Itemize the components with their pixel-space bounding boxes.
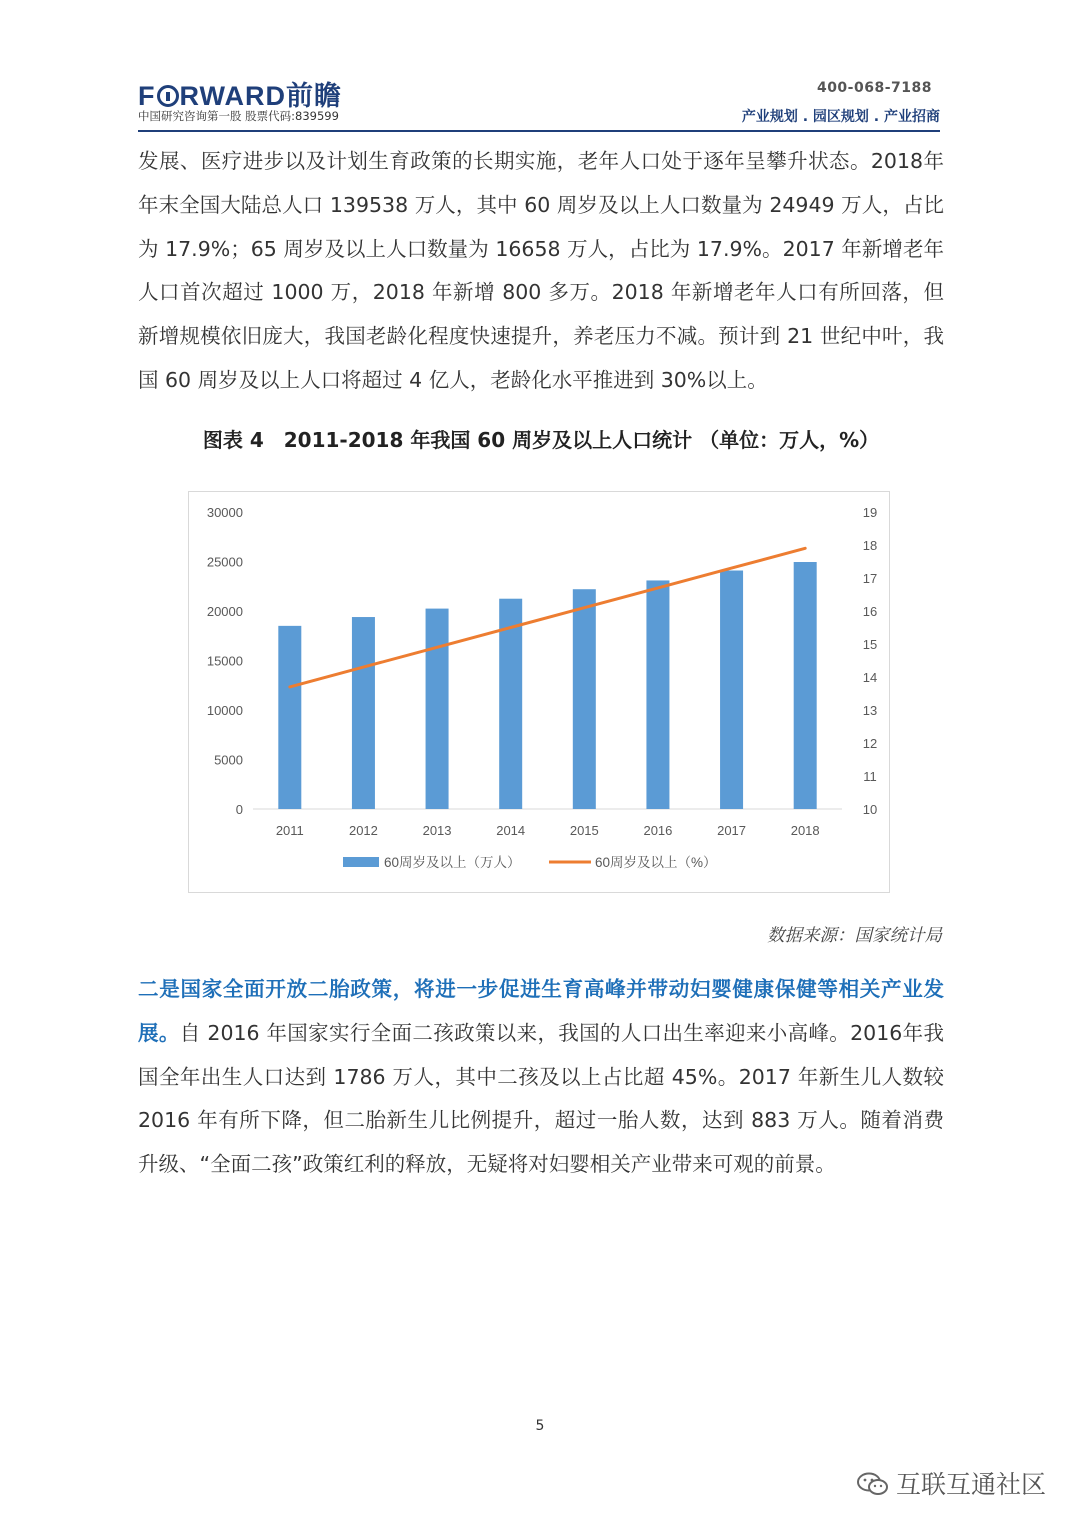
y-right-tick-label: 11 bbox=[863, 769, 877, 784]
logo-tagline: 中国研究咨询第一股 股票代码:839599 bbox=[138, 109, 339, 123]
bar bbox=[352, 617, 375, 809]
x-tick-label: 2017 bbox=[717, 823, 747, 838]
legend-label-bar: 60周岁及以上（万人） bbox=[384, 855, 521, 870]
header-slogan: 产业规划 . 园区规划 . 产业招商 bbox=[741, 109, 940, 125]
legend-label-line: 60周岁及以上（%） bbox=[595, 855, 717, 870]
watermark-text: 互联互通社区 bbox=[895, 1470, 1046, 1499]
logo-text-start: F bbox=[138, 81, 156, 111]
x-tick-label: 2014 bbox=[496, 823, 526, 838]
highlight-sentence: 二是国家全面开放二胎政策，将进一步促进生育高峰并带动妇婴健康保健等相关产业发展。 bbox=[138, 977, 944, 1045]
y-right-tick-label: 17 bbox=[862, 571, 878, 586]
header-phone: 400-068-7188 bbox=[816, 80, 932, 96]
y-right-tick-label: 13 bbox=[862, 703, 878, 718]
y-right-tick-label: 15 bbox=[862, 637, 878, 652]
bar bbox=[573, 589, 596, 809]
y-right-tick-label: 19 bbox=[862, 505, 878, 520]
legend-swatch-bar bbox=[343, 857, 379, 867]
logo-o-mark-icon bbox=[157, 85, 179, 107]
body-paragraph-2 bbox=[138, 968, 944, 1187]
body-paragraph-1: 发展、医疗进步以及计划生育政策的长期实施，老年人口处于逐年呈攀升状态。2018年年末全国大陆总人口 139538 万人，其中 60 周岁及以上人口数量为 24949 万人，占比为 17.9%；65 周岁及以上人口数量为 16658 万人，占比为 17.9%。2017 年新增老年人口首次超过 1000 万，2018 年新增 800 多万。2018 年新增老年人口有所回落，但新增规模依旧庞大，我国老龄化程度快速提升，养老压力不减。预计到 21 世纪中叶，我国 60 周岁及以上人口将超过 4 亿人，老龄化水平推进到 30%以上。 bbox=[138, 149, 944, 392]
x-tick-label: 2011 bbox=[275, 823, 304, 838]
wechat-icon bbox=[856, 1472, 890, 1496]
y-right-tick-label: 12 bbox=[862, 736, 878, 751]
paragraph-2-body: 自 2016 年国家实行全面二孩政策以来，我国的人口出生率迎来小高峰。2016年我国全年出生人口达到 1786 万人，其中二孩及以上占比超 45%。2017 年新生儿人数较 2016 年有所下降，但二胎新生儿比例提升，超过一胎人数，达到 883 万人。随着消费升级、“全面二孩”政策红利的释放，无疑将对妇婴相关产业带来可观的前景。 bbox=[138, 1020, 945, 1177]
y-left-tick-label: 20000 bbox=[206, 604, 243, 619]
y-right-tick-label: 16 bbox=[862, 604, 878, 619]
logo-text-end: RWARD前瞻 bbox=[179, 81, 343, 111]
x-tick-label: 2012 bbox=[348, 823, 378, 838]
bar bbox=[646, 580, 669, 809]
y-left-tick-label: 10000 bbox=[206, 703, 243, 718]
x-tick-label: 2015 bbox=[569, 823, 599, 838]
figure-title: 图表 4 2011-2018 年我国 60 周岁及以上人口统计 （单位：万人，%） bbox=[202, 428, 880, 452]
x-tick-label: 2016 bbox=[643, 823, 673, 838]
bar bbox=[720, 571, 743, 809]
x-tick-label: 2018 bbox=[790, 823, 820, 838]
population-chart bbox=[188, 491, 890, 893]
page-header bbox=[138, 72, 940, 132]
data-source: 数据来源：国家统计局 bbox=[767, 926, 942, 946]
bar bbox=[794, 562, 817, 809]
bar bbox=[278, 626, 301, 809]
y-right-tick-label: 14 bbox=[862, 670, 878, 685]
y-left-tick-label: 30000 bbox=[206, 505, 243, 520]
page-number: 5 bbox=[535, 1418, 545, 1434]
chart-svg bbox=[189, 492, 889, 892]
y-left-tick-label: 15000 bbox=[206, 653, 243, 669]
y-right-tick-label: 18 bbox=[862, 538, 878, 553]
y-left-tick-label: 25000 bbox=[206, 554, 243, 570]
y-left-tick-label: 5000 bbox=[214, 752, 243, 768]
bar bbox=[426, 609, 449, 809]
y-right-tick-label: 10 bbox=[862, 802, 878, 817]
watermark bbox=[856, 1465, 1046, 1501]
header-divider bbox=[138, 130, 940, 132]
x-tick-label: 2013 bbox=[422, 823, 452, 838]
y-left-tick-label: 0 bbox=[235, 802, 243, 817]
